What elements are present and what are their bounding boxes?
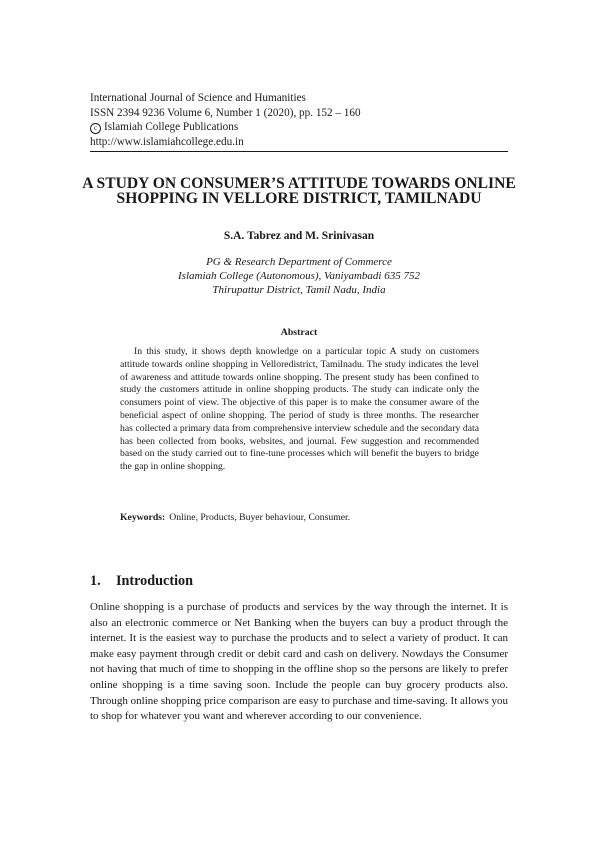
abstract-heading: Abstract [280,327,318,338]
journal-name: International Journal of Science and Humanities [90,92,306,104]
section-number: 1. [90,573,101,589]
issn-line: ISSN 2394 9236 Volume 6, Number 1 (2020), pp. 152 – 160 [90,106,361,119]
affiliation-district: Thirupattur District, Tamil Nadu, India [212,284,386,297]
paper-title: A STUDY ON CONSUMER’S ATTITUDE TOWARDS ONLINE SHOPPING IN VELLORE DISTRICT, TAMILNADU [82,175,516,207]
abstract-text: In this study, it shows depth knowledge on a particular topic A study on customers attitude towards online shopping in Velloredistrict, Tamilnadu. The study indicates the level of awareness and attitude towards online shopping. The present study has been confined to study the customers attitude in online shopping products. The study can indicate only the consumers point of view. The objective of this paper is to make the consumer aware of the beneficial aspect of online shopping. The period of study is three months. The researcher has collected a primary data from comprehensive interview schedule and the secondary data has been collected from books, websites, and journal. Few suggestion and recommended based on the study carried out to fine-tune processes which will benefit the buyers to bridge the gap in online shopping. [120,346,479,473]
publisher-name: Islamiah College Publications [104,121,239,134]
paper-authors: S.A. Tabrez and M. Srinivasan [223,230,375,242]
introduction-paragraph: Online shopping is a purchase of products and services by the way through the internet. It is also an electronic commerce or Net Banking when the buyers can buy a product through the internet. It is the easiest way to purchase the products and to select a variety of product. It can make easy payment through credit or debit card and cash on delivery. Nowdays the Consumer not having that much of time to shopping in the offline shop so the persons are likely to prefer online shopping is a time saving soon. Include the people can buy grocery products also. Through online shopping price comparison are easy to purchase and time-saving. It allows you to shop for whatever you want and wherever according to our convenience. [90,601,508,723]
header-divider [90,151,508,152]
section-title: Introduction [116,573,193,589]
journal-url[interactable]: http://www.islamiahcollege.edu.in [90,135,244,148]
copyright-icon: c [90,123,101,134]
publisher-line [90,120,508,135]
section-heading-introduction [90,573,508,590]
keywords-label: Keywords: [120,512,166,523]
journal-header [90,91,508,149]
affiliation-department: PG & Research Department of Commerce [206,256,392,268]
keywords-line [120,512,479,523]
keywords-list: Online, Products, Buyer behaviour, Consumer. [169,512,351,523]
author-affiliation [90,255,508,298]
affiliation-college: Islamiah College (Autonomous), Vaniyambadi 635 752 [178,270,420,283]
